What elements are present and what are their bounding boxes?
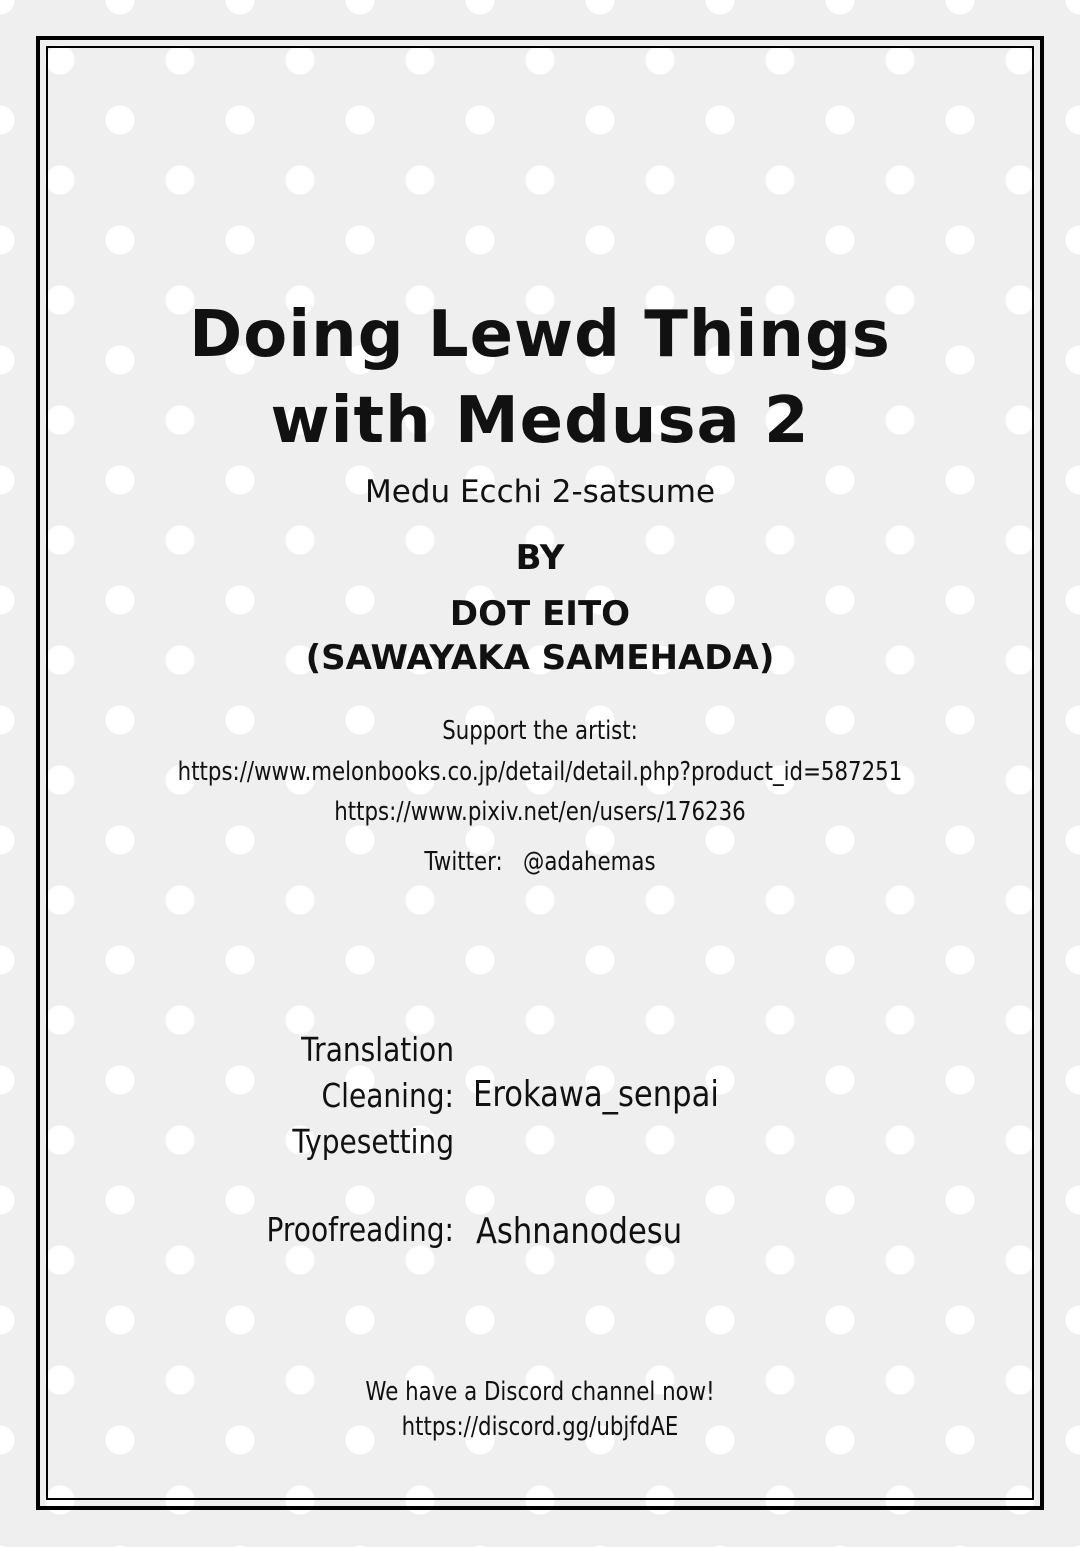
melonbooks-link[interactable]: https://www.melonbooks.co.jp/detail/detail.php?product_id=587251 <box>177 757 903 787</box>
cleaning-label: Cleaning: <box>321 1076 454 1115</box>
support-heading: Support the artist: <box>442 716 638 746</box>
circle-name: (SAWAYAKA SAMEHADA) <box>305 638 775 678</box>
twitter-label: Twitter: <box>424 847 503 877</box>
by-label: BY <box>515 538 565 578</box>
proofreader-name: Ashnanodesu <box>476 1211 683 1252</box>
twitter-handle[interactable]: @adahemas <box>523 847 656 877</box>
subtitle: Medu Ecchi 2-satsume <box>364 474 716 510</box>
author-name: DOT EITO <box>449 594 631 634</box>
title-line-2: with Medusa 2 <box>270 384 810 458</box>
proofreading-label: Proofreading: <box>266 1210 454 1249</box>
title-line-1: Doing Lewd Things <box>189 298 891 372</box>
discord-link[interactable]: https://discord.gg/ubjfdAE <box>401 1412 679 1442</box>
typesetting-label: Typesetting <box>292 1122 454 1161</box>
pixiv-link[interactable]: https://www.pixiv.net/en/users/176236 <box>334 797 746 827</box>
translator-name: Erokawa_senpai <box>473 1074 719 1115</box>
twitter-line <box>97 847 983 877</box>
discord-text: We have a Discord channel now! <box>365 1377 715 1407</box>
translation-label: Translation <box>301 1030 454 1069</box>
